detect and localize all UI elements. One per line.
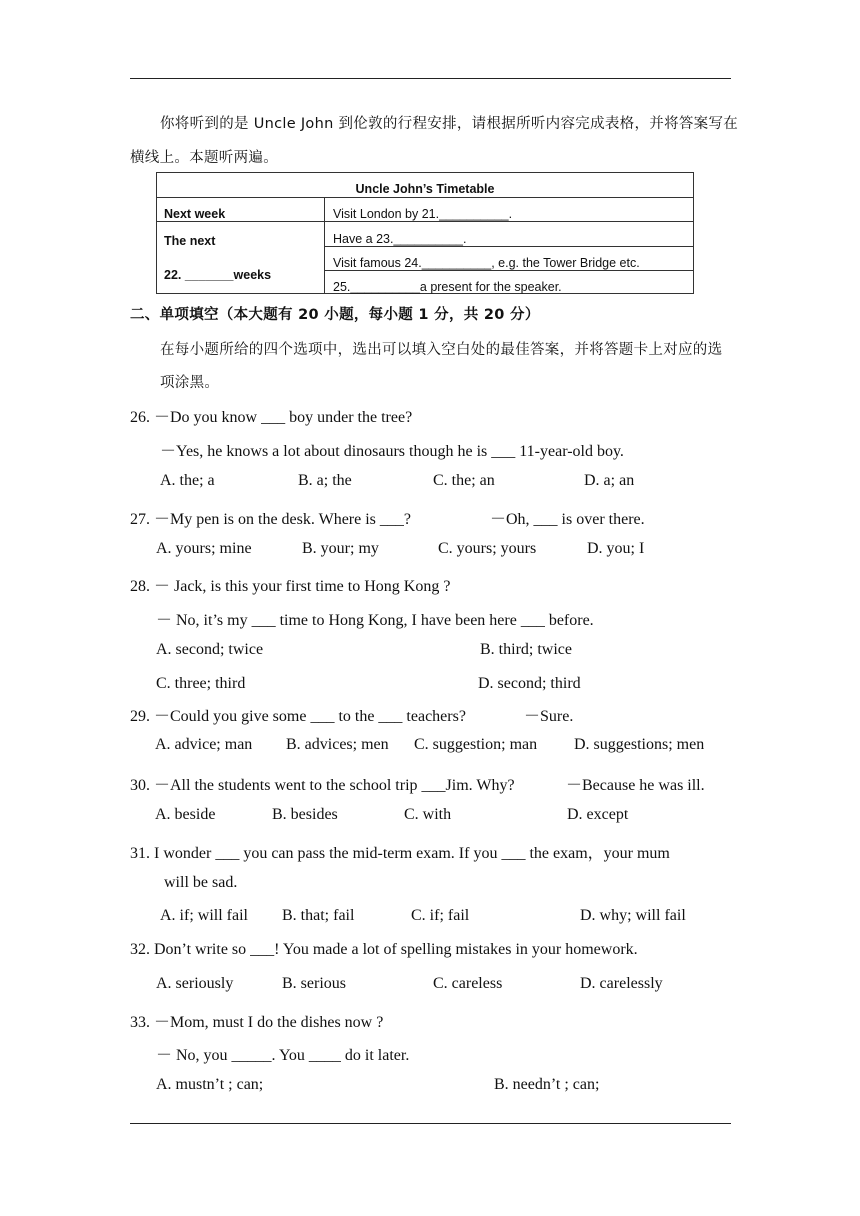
question-26-line2: －Yes, he knows a lot about dinosaurs though he is ___ 11-year-old boy. xyxy=(160,443,624,460)
q27-option-c: C. yours; yours xyxy=(438,540,537,557)
q32-option-c: C. careless xyxy=(433,975,503,992)
section-heading: 二、单项填空（本大题有 20 小题，每小题 1 分，共 20 分） xyxy=(130,307,540,323)
timetable-title: Uncle John’s Timetable xyxy=(355,182,495,196)
row-text-visit-london: Visit London by 21.__________. xyxy=(333,207,513,221)
q32-option-d: D. carelessly xyxy=(580,975,663,992)
q27-option-b: B. your; my xyxy=(302,540,379,557)
question-29-line1: 29. －Could you give some ___ to the ___ teachers? xyxy=(130,708,466,725)
q30-option-b: B. besides xyxy=(272,806,338,823)
q30-option-d: D. except xyxy=(567,806,629,823)
question-28-line1: 28. － Jack, is this your first time to Hong Kong ? xyxy=(130,578,451,595)
header-rule xyxy=(130,78,731,79)
q26-option-a: A. the; a xyxy=(160,472,215,489)
q30-option-a: A. beside xyxy=(155,806,216,823)
row-text-present: 25.__________a present for the speaker. xyxy=(333,280,562,294)
question-29-response: －Sure. xyxy=(524,708,574,725)
question-30-line1: 30. －All the students went to the school trip ___Jim. Why? xyxy=(130,777,515,794)
q33-option-b: B. needn’t ; can; xyxy=(494,1076,600,1093)
q28-option-d: D. second; third xyxy=(478,675,581,692)
timetable xyxy=(156,172,694,294)
section-instruction-line2: 项涂黑。 xyxy=(160,375,220,391)
q31-option-a: A. if; will fail xyxy=(160,907,248,924)
question-30-response: －Because he was ill. xyxy=(566,777,705,794)
question-33-line2: － No, you _____. You ____ do it later. xyxy=(156,1047,410,1064)
question-32-line1: 32. Don’t write so ___! You made a lot of spelling mistakes in your homework. xyxy=(130,941,638,958)
q28-option-b: B. third; twice xyxy=(480,641,572,658)
row-label-next-week: Next week xyxy=(164,207,226,221)
q31-option-d: D. why; will fail xyxy=(580,907,686,924)
q32-option-b: B. serious xyxy=(282,975,346,992)
footer-rule xyxy=(130,1123,731,1124)
question-28-line2: － No, it’s my ___ time to Hong Kong, I have been here ___ before. xyxy=(156,612,594,629)
q29-option-c: C. suggestion; man xyxy=(414,736,538,753)
listening-instruction-line1: 你将听到的是 Uncle John 到伦敦的行程安排，请根据所听内容完成表格，并将答案写在 xyxy=(160,116,739,132)
section-instruction-line1: 在每小题所给的四个选项中，选出可以填入空白处的最佳答案，并将答题卡上对应的选 xyxy=(160,342,723,358)
q30-option-c: C. with xyxy=(404,806,452,823)
question-27-line1: 27. －My pen is on the desk. Where is ___? xyxy=(130,511,411,528)
question-27-response: －Oh, ___ is over there. xyxy=(490,511,645,528)
q31-option-c: C. if; fail xyxy=(411,907,470,924)
row-label-the-next: The next xyxy=(164,234,216,248)
question-31-line1: 31. I wonder ___ you can pass the mid-term exam. If you ___ the exam，your mum xyxy=(130,845,670,862)
q31-option-b: B. that; fail xyxy=(282,907,355,924)
row-label-weeks-blank: 22. _______weeks xyxy=(164,268,272,282)
q28-option-a: A. second; twice xyxy=(156,641,264,658)
listening-instruction-line2: 横线上。本题听两遍。 xyxy=(130,150,278,166)
question-33-line1: 33. －Mom, must I do the dishes now ? xyxy=(130,1014,384,1031)
q27-option-d: D. you; I xyxy=(587,540,645,557)
q27-option-a: A. yours; mine xyxy=(156,540,252,557)
question-31-line2: will be sad. xyxy=(164,874,238,891)
q29-option-b: B. advices; men xyxy=(286,736,389,753)
q29-option-a: A. advice; man xyxy=(155,736,253,753)
q26-option-d: D. a; an xyxy=(584,472,635,489)
q29-option-d: D. suggestions; men xyxy=(574,736,705,753)
q33-option-a: A. mustn’t ; can; xyxy=(156,1076,264,1093)
row-text-have-a: Have a 23.__________. xyxy=(333,232,467,246)
q28-option-c: C. three; third xyxy=(156,675,246,692)
q26-option-b: B. a; the xyxy=(298,472,352,489)
row-text-visit-famous: Visit famous 24.__________, e.g. the Tower Bridge etc. xyxy=(333,256,640,270)
q32-option-a: A. seriously xyxy=(156,975,234,992)
question-26-line1: 26. －Do you know ___ boy under the tree? xyxy=(130,409,413,426)
q26-option-c: C. the; an xyxy=(433,472,495,489)
